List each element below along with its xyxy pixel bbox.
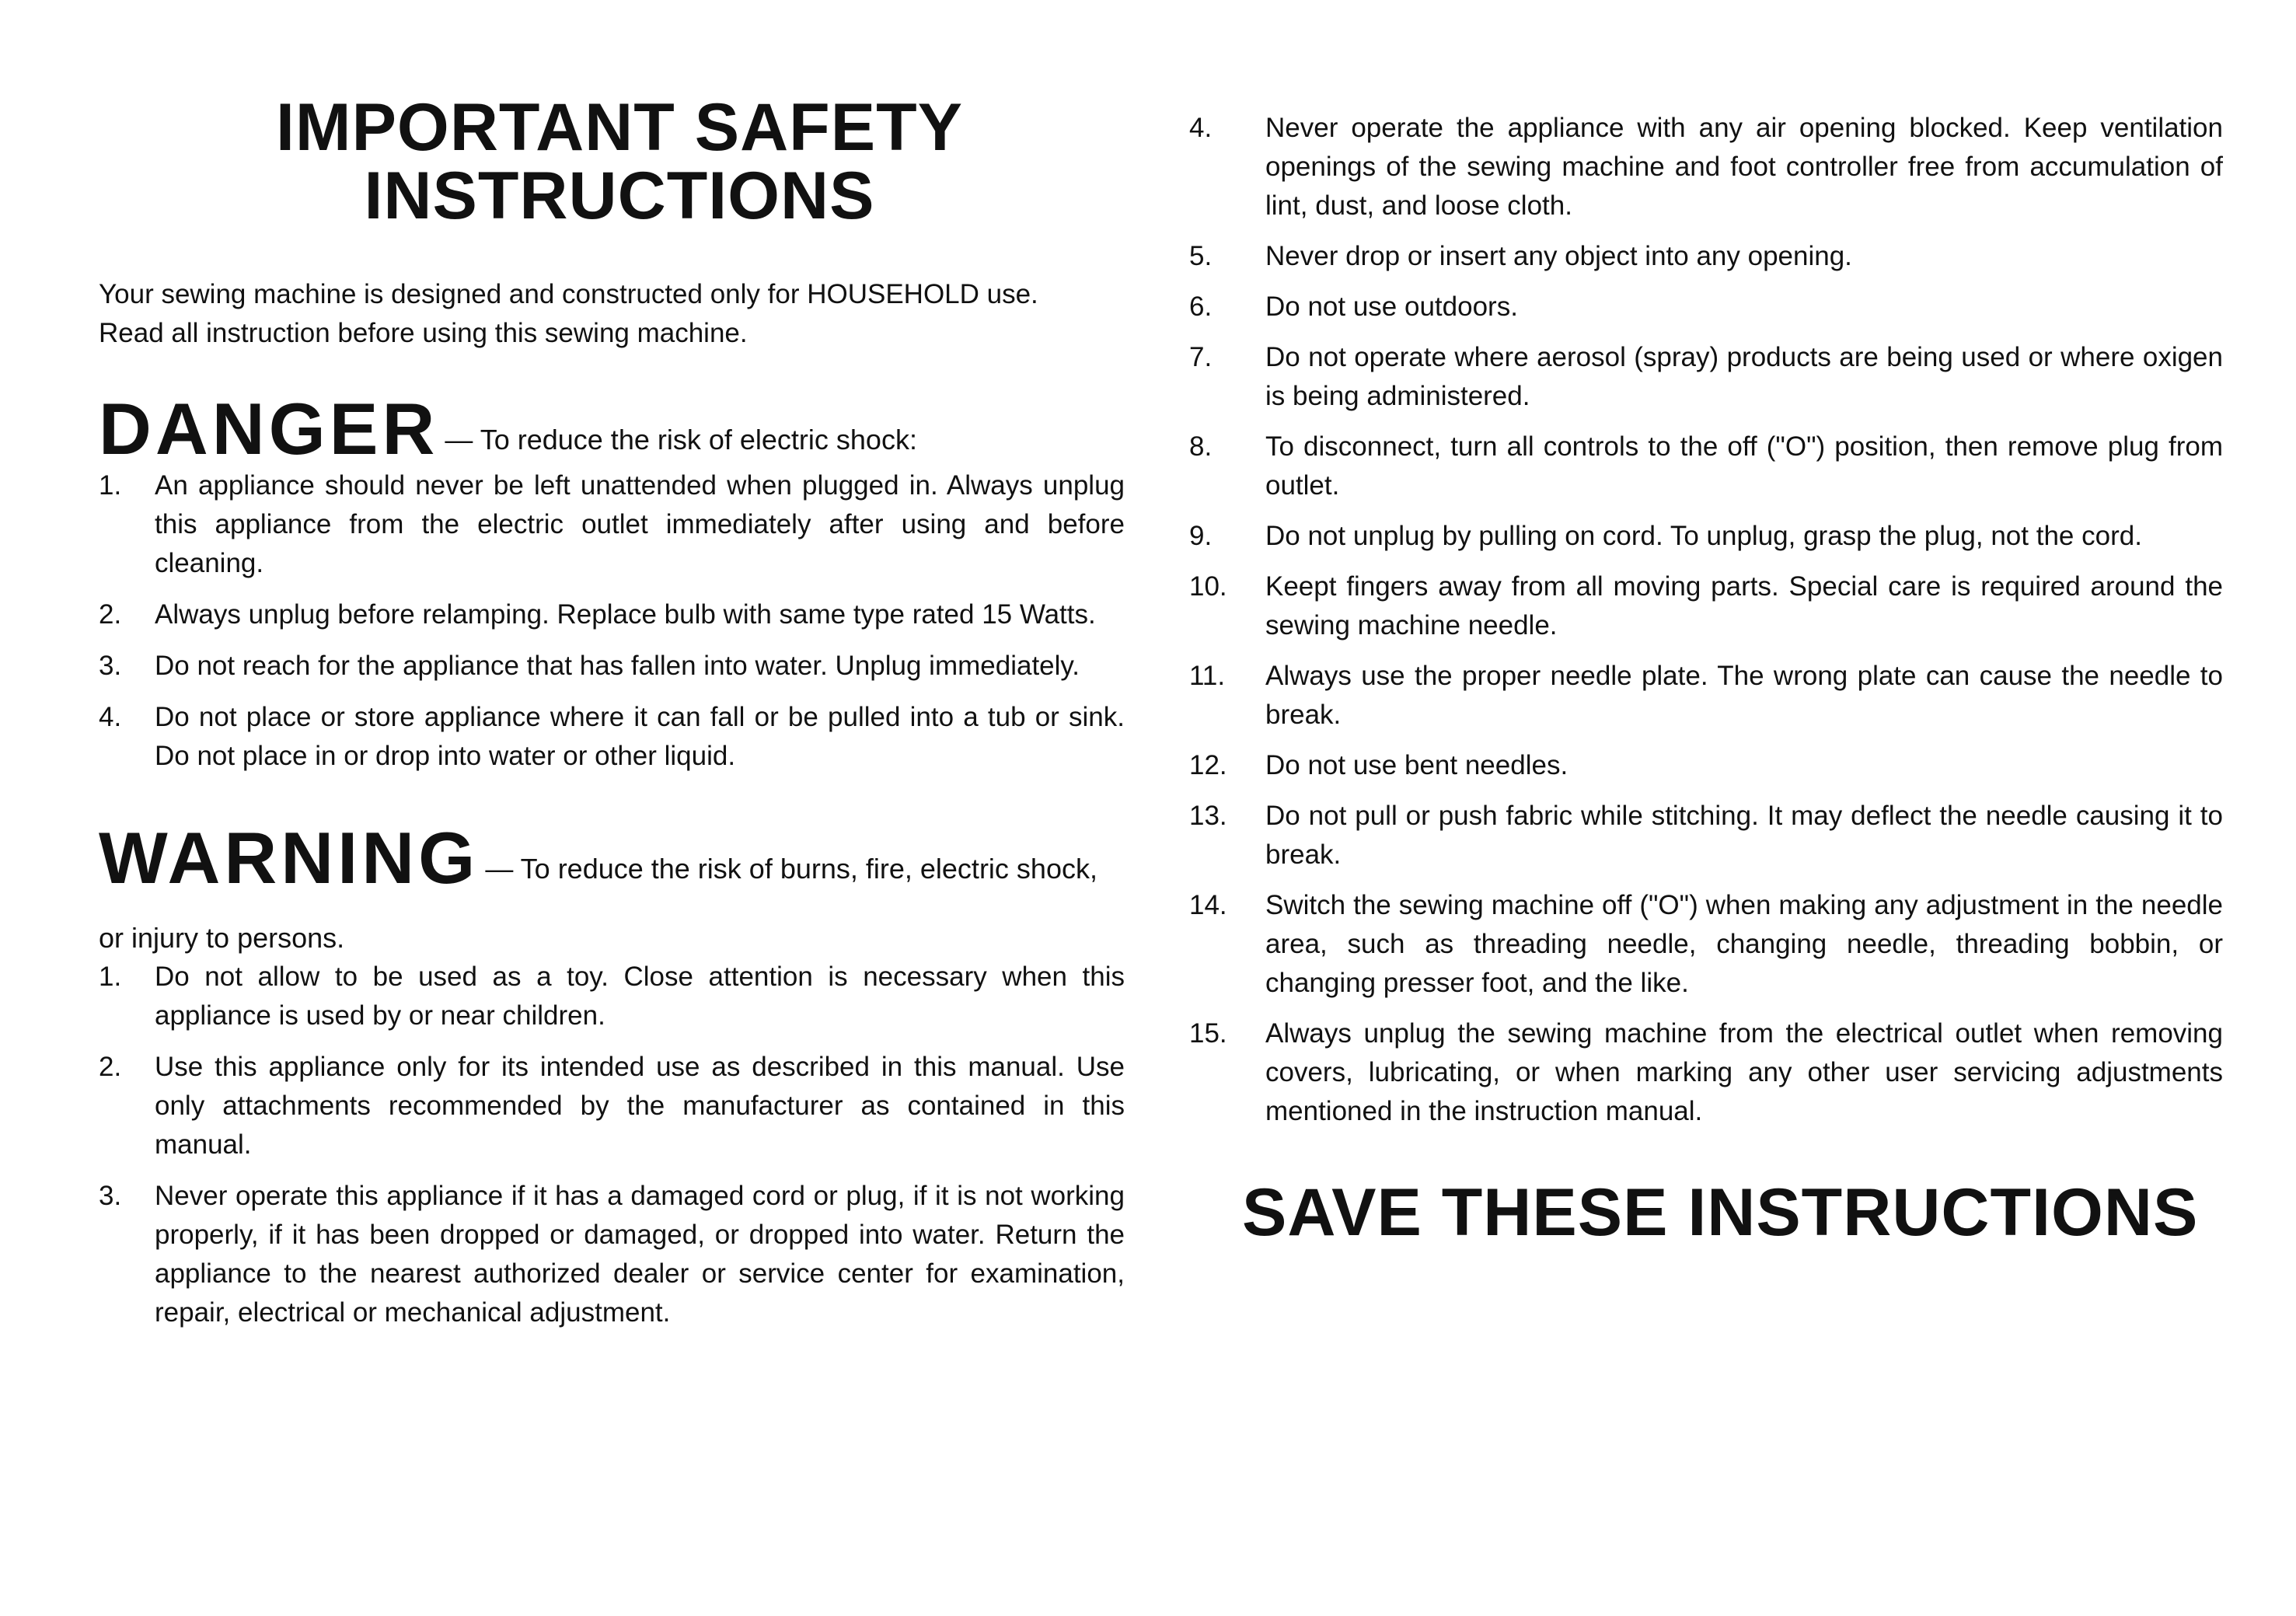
intro-line1: Your sewing machine is designed and constructed only for HOUSEHOLD use. <box>99 279 1038 309</box>
danger-section <box>99 388 1125 776</box>
save-instructions-heading: SAVE THESE INSTRUCTIONS <box>1242 1175 2199 1250</box>
item-number: 1. <box>99 962 122 992</box>
intro-line2: Read all instruction before using this sewing machine. <box>99 318 748 348</box>
item-text: Use this appliance only for its intended use as described in this manual. Use only attachments recommended by the manufacturer as contained in this manual. <box>155 1052 1125 1160</box>
item-number: 6. <box>1189 291 1213 322</box>
item-number: 2. <box>99 1052 122 1082</box>
danger-list <box>99 466 1125 776</box>
warning-list <box>99 958 1125 1332</box>
item-text: Always unplug before relamping. Replace bulb with same type rated 15 Watts. <box>155 599 1096 630</box>
item-number: 8. <box>1189 431 1213 462</box>
item-text: Switch the sewing machine off ("O") when making any adjustment in the needle area, such as threading needle, changing needle, threading bobbin, or changing presser foot, and the like. <box>1265 890 2223 998</box>
item-number: 10. <box>1189 571 1227 602</box>
right-column <box>1189 109 2223 1248</box>
page-title <box>130 90 1109 233</box>
list-item <box>1189 428 2223 505</box>
item-number: 2. <box>99 599 122 630</box>
intro-paragraph <box>99 275 1125 353</box>
item-number: 13. <box>1189 801 1227 831</box>
list-item <box>1189 746 2223 785</box>
list-item <box>99 647 1125 686</box>
list-item <box>1189 797 2223 874</box>
item-text: Always unplug the sewing machine from the electrical outlet when removing covers, lubricating, or when marking any other user servicing adjustments mentioned in the instruction manual. <box>1265 1018 2223 1126</box>
item-text: Do not allow to be used as a toy. Close attention is necessary when this appliance is used by or near children. <box>155 962 1125 1031</box>
item-number: 14. <box>1189 890 1227 920</box>
item-number: 9. <box>1189 521 1213 551</box>
item-text: Do not pull or push fabric while stitching. It may deflect the needle causing it to break. <box>1265 801 2223 870</box>
list-item <box>1189 886 2223 1003</box>
warning-section <box>99 817 1125 1332</box>
list-item <box>1189 288 2223 326</box>
list-item <box>1189 517 2223 556</box>
list-item <box>99 1048 1125 1164</box>
danger-heading <box>99 388 1125 469</box>
warning-word: WARNING <box>99 817 480 899</box>
list-item <box>1189 1014 2223 1131</box>
list-item <box>99 466 1125 583</box>
item-number: 3. <box>99 651 122 681</box>
item-text: Do not reach for the appliance that has fallen into water. Unplug immediately. <box>155 651 1080 681</box>
list-item <box>99 958 1125 1035</box>
warning-continuation: or injury to persons. <box>99 922 345 954</box>
list-item <box>99 1177 1125 1332</box>
item-number: 11. <box>1189 661 1226 691</box>
item-text: To disconnect, turn all controls to the off ("O") position, then remove plug from outlet. <box>1265 431 2223 501</box>
item-text: Do not use bent needles. <box>1265 750 1568 780</box>
warning-heading <box>99 817 1125 899</box>
list-item <box>1189 237 2223 276</box>
item-number: 4. <box>99 702 122 732</box>
list-item <box>1189 109 2223 225</box>
item-text: Never operate this appliance if it has a damaged cord or plug, if it is not working properly, if it has been dropped or damaged, or dropped into water. Return the appliance to the nearest authorized dealer or service center for examination, repair, electrical or mechanical adjustment. <box>155 1181 1125 1328</box>
list-item <box>1189 657 2223 735</box>
page-title-line2: INSTRUCTIONS <box>364 159 875 233</box>
item-text: Do not use outdoors. <box>1265 291 1518 322</box>
item-number: 12. <box>1189 750 1227 780</box>
list-item <box>99 595 1125 634</box>
item-number: 5. <box>1189 241 1213 271</box>
danger-description: — To reduce the risk of electric shock: <box>445 424 917 455</box>
list-item <box>1189 338 2223 416</box>
item-number: 3. <box>99 1181 122 1211</box>
item-number: 7. <box>1189 342 1213 372</box>
item-number: 1. <box>99 470 122 501</box>
list-item <box>1189 567 2223 645</box>
item-text: Never operate the appliance with any air opening blocked. Keep ventilation openings of the sewing machine and foot controller free from accumulation of lint, dust, and loose cloth. <box>1265 113 2223 221</box>
list-item <box>99 698 1125 776</box>
warning-description: — To reduce the risk of burns, fire, electric shock, <box>485 853 1097 885</box>
item-number: 4. <box>1189 113 1213 143</box>
danger-word: DANGER <box>99 388 439 469</box>
item-text: Keept fingers away from all moving parts. Special care is required around the sewing machine needle. <box>1265 571 2223 640</box>
item-text: Never drop or insert any object into any opening. <box>1265 241 1852 271</box>
item-text: Always use the proper needle plate. The wrong plate can cause the needle to break. <box>1265 661 2223 730</box>
item-text: Do not unplug by pulling on cord. To unplug, grasp the plug, not the cord. <box>1265 521 2142 551</box>
item-number: 15. <box>1189 1018 1227 1049</box>
continued-warning-list <box>1189 109 2223 1131</box>
item-text: Do not place or store appliance where it can fall or be pulled into a tub or sink. Do not place in or drop into water or other liquid. <box>155 702 1125 771</box>
left-column <box>99 90 1125 1345</box>
item-text: An appliance should never be left unattended when plugged in. Always unplug this appliance from the electric outlet immediately after using and before cleaning. <box>155 470 1125 578</box>
page-title-line1: IMPORTANT SAFETY <box>276 90 963 165</box>
item-text: Do not operate where aerosol (spray) products are being used or where oxigen is being administered. <box>1265 342 2223 411</box>
